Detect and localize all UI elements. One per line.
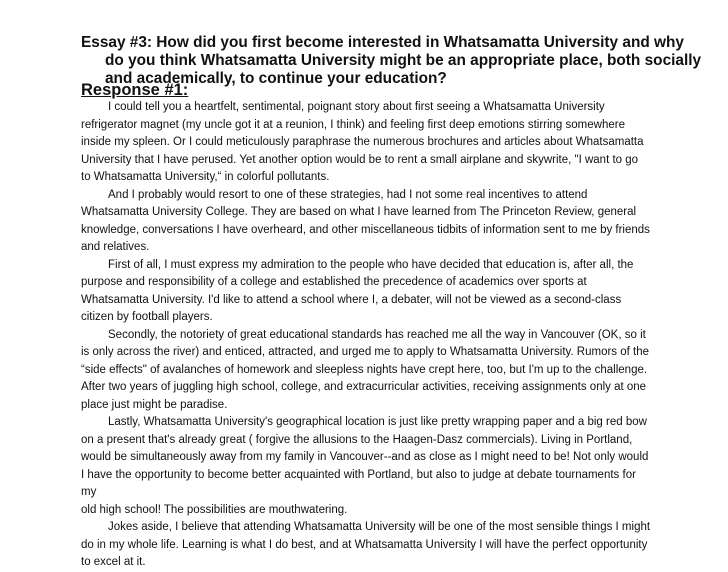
text-line: old high school! The possibilities are mouthwatering. <box>81 503 348 516</box>
text-line: refrigerator magnet (my uncle got it at a reunion, I think) and feeling first deep emotions stirring somewhere <box>81 118 625 131</box>
text-line: I have the opportunity to become better acquainted with Portland, but also to judge at debate tournaments for <box>81 468 636 481</box>
response-paragraph <box>81 257 686 327</box>
text-line: And I probably would resort to one of these strategies, had I not some real incentives to attend <box>108 188 588 201</box>
text-line: would be simultaneously away from my family in Vancouver--and as close as I might need to be! Not only would <box>81 451 649 463</box>
text-line: place just might be paradise. <box>81 398 228 411</box>
text-line: to Whatsamatta University,“ in colorful pollutants. <box>81 171 330 183</box>
text-line: inside my spleen. Or I could meticulously paraphrase the numerous brochures and articles about Whatsamatta <box>81 136 644 148</box>
response-body <box>81 99 686 572</box>
text-line: is only across the river) and enticed, attracted, and urged me to apply to Whatsamatta University. Rumors of the <box>81 346 650 358</box>
text-line: Whatsamatta University College. They are based on what I have learned from The Princeton Review, general <box>81 206 637 218</box>
response-paragraph <box>81 414 686 519</box>
text-line: “side effects" of avalanches of homework and sleepless nights have crept here, too, but I'm up to the challenge. <box>81 363 648 376</box>
response-paragraph <box>81 327 686 415</box>
text-line: After two years of juggling high school, college, and extracurricular activities, receiving assignments only at one <box>81 381 647 393</box>
text-line: to excel at it. <box>81 556 146 568</box>
response-heading: Response #1: <box>81 81 189 99</box>
response-paragraph <box>81 187 686 257</box>
text-line: my <box>81 486 97 498</box>
text-line: knowledge, conversations I have overheard, and other miscellaneous tidbits of information sent to me by friends <box>81 223 650 236</box>
text-line: Whatsamatta University. I'd like to attend a school where I, a debater, will not be viewed as a second-class <box>81 293 622 306</box>
essay-question: Essay #3: How did you first become interested in Whatsamatta University and why do you think Whatsamatta University might be an appropriate place, both socially and academically, to continue your education? <box>81 34 702 87</box>
text-line: and relatives. <box>81 241 150 253</box>
text-line: University that I have perused. Yet another option would be to rent a small airplane and skywrite, "I want to go <box>81 153 639 166</box>
text-line: Jokes aside, I believe that attending Whatsamatta University will be one of the most sensible things I might <box>108 521 651 533</box>
response-paragraph <box>81 99 686 187</box>
text-line: First of all, I must express my admiration to the people who have decided that education is, after all, the <box>108 258 634 271</box>
text-line: purpose and responsibility of a college and established the precedence of academics over sports at <box>81 276 587 288</box>
text-line: Secondly, the notoriety of great educational standards has reached me all the way in Vancouver (OK, so it <box>108 328 646 341</box>
response-paragraph <box>81 519 686 572</box>
text-line: on a present that's already great ( forgive the allusions to the Haagen-Dasz commercials). Living in Portland, <box>81 433 633 446</box>
text-line: do in my whole life. Learning is what I do best, and at Whatsamatta University I will have the perfect opportunity <box>81 538 648 551</box>
text-line: citizen by football players. <box>81 311 213 323</box>
text-line: Lastly, Whatsamatta University's geographical location is just like pretty wrapping paper and a big red bow <box>108 416 647 428</box>
text-line: I could tell you a heartfelt, sentimental, poignant story about first seeing a Whatsamatta University <box>108 101 605 113</box>
